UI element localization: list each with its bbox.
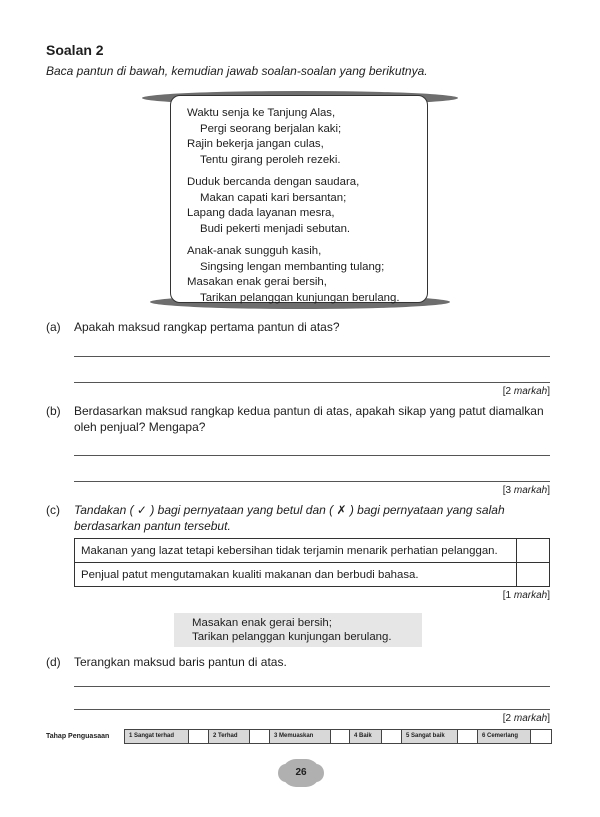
question-label: (c)	[46, 503, 60, 517]
answer-line[interactable]	[74, 455, 550, 456]
instruction: Baca pantun di bawah, kemudian jawab soalan-soalan yang berikutnya.	[46, 64, 428, 78]
level-5-label: 5 Sangat baik	[402, 730, 458, 743]
level-6-label: 6 Cemerlang	[478, 730, 531, 743]
question-label: (b)	[46, 404, 61, 418]
answer-line[interactable]	[74, 686, 550, 687]
question-title: Soalan 2	[46, 42, 104, 58]
poem-line: Tentu girang peroleh rezeki.	[200, 153, 341, 166]
poem-line: Budi pekerti menjadi sebutan.	[200, 222, 351, 235]
poem-line: Waktu senja ke Tanjung Alas,	[187, 107, 336, 119]
poem-line: Tarikan pelanggan kunjungan berulang.	[200, 291, 400, 304]
question-text: Terangkan maksud baris pantun di atas.	[74, 655, 287, 669]
question-text: Apakah maksud rangkap pertama pantun di atas?	[74, 320, 340, 334]
question-label: (d)	[46, 655, 61, 669]
question-label: (a)	[46, 320, 61, 334]
stanza-3	[187, 244, 427, 306]
poem-line: Lapang dada layanan mesra,	[187, 207, 335, 219]
poem-line: Singsing lengan membanting tulang;	[200, 260, 385, 273]
pantun-box	[170, 95, 428, 303]
poem-line: Duduk bercanda dengan saudara,	[187, 176, 360, 188]
poem-line: Pergi seorang berjalan kaki;	[200, 122, 342, 135]
statement-text: Makanan yang lazat tetapi kebersihan tidak terjamin menarik perhatian pelanggan.	[75, 539, 517, 563]
level-6-box[interactable]	[531, 730, 551, 743]
level-4-label: 4 Baik	[350, 730, 382, 743]
answer-line[interactable]	[74, 709, 550, 710]
level-3-box[interactable]	[331, 730, 350, 743]
level-4-box[interactable]	[382, 730, 402, 743]
poem-line: Masakan enak gerai bersih,	[187, 276, 327, 288]
poem-line: Rajin bekerja jangan culas,	[187, 138, 324, 150]
answer-line[interactable]	[74, 356, 550, 357]
level-3-label: 3 Memuaskan	[270, 730, 331, 743]
question-text: Tandakan ( ✓ ) bagi pernyataan yang betul dan ( ✗ ) bagi pernyataan yang salah berdasarkan pantun tersebut.	[74, 503, 505, 533]
marks-label: [3 markah]	[502, 485, 550, 496]
level-2-box[interactable]	[250, 730, 270, 743]
table-row	[75, 539, 550, 563]
poem-line: Makan capati kari bersantan;	[200, 191, 347, 204]
marks-label: [2 markah]	[502, 713, 550, 724]
level-1-label: 1 Sangat terhad	[125, 730, 189, 743]
quote-line: Tarikan pelanggan kunjungan berulang.	[192, 631, 392, 643]
poem-line: Anak-anak sungguh kasih,	[187, 245, 322, 257]
quote-line: Masakan enak gerai bersih;	[192, 617, 332, 629]
quoted-lines-box	[174, 613, 422, 647]
tick-box[interactable]	[517, 563, 550, 587]
marks-label: [2 markah]	[502, 386, 550, 397]
answer-line[interactable]	[74, 382, 550, 383]
level-2-label: 2 Terhad	[209, 730, 250, 743]
page-number: 26	[282, 759, 320, 787]
mastery-levels	[124, 729, 552, 744]
true-false-table	[74, 538, 550, 587]
question-text: Berdasarkan maksud rangkap kedua pantun di atas, apakah sikap yang patut diamalkan oleh penjual? Mengapa?	[74, 404, 544, 434]
mastery-label: Tahap Penguasaan	[46, 733, 110, 740]
tick-box[interactable]	[517, 539, 550, 563]
stanza-1	[187, 106, 427, 168]
level-5-box[interactable]	[458, 730, 478, 743]
statement-text: Penjual patut mengutamakan kualiti makanan dan berbudi bahasa.	[75, 563, 517, 587]
table-row	[75, 563, 550, 587]
stanza-2	[187, 175, 427, 237]
marks-label: [1 markah]	[502, 590, 550, 601]
level-1-box[interactable]	[189, 730, 209, 743]
answer-line[interactable]	[74, 481, 550, 482]
